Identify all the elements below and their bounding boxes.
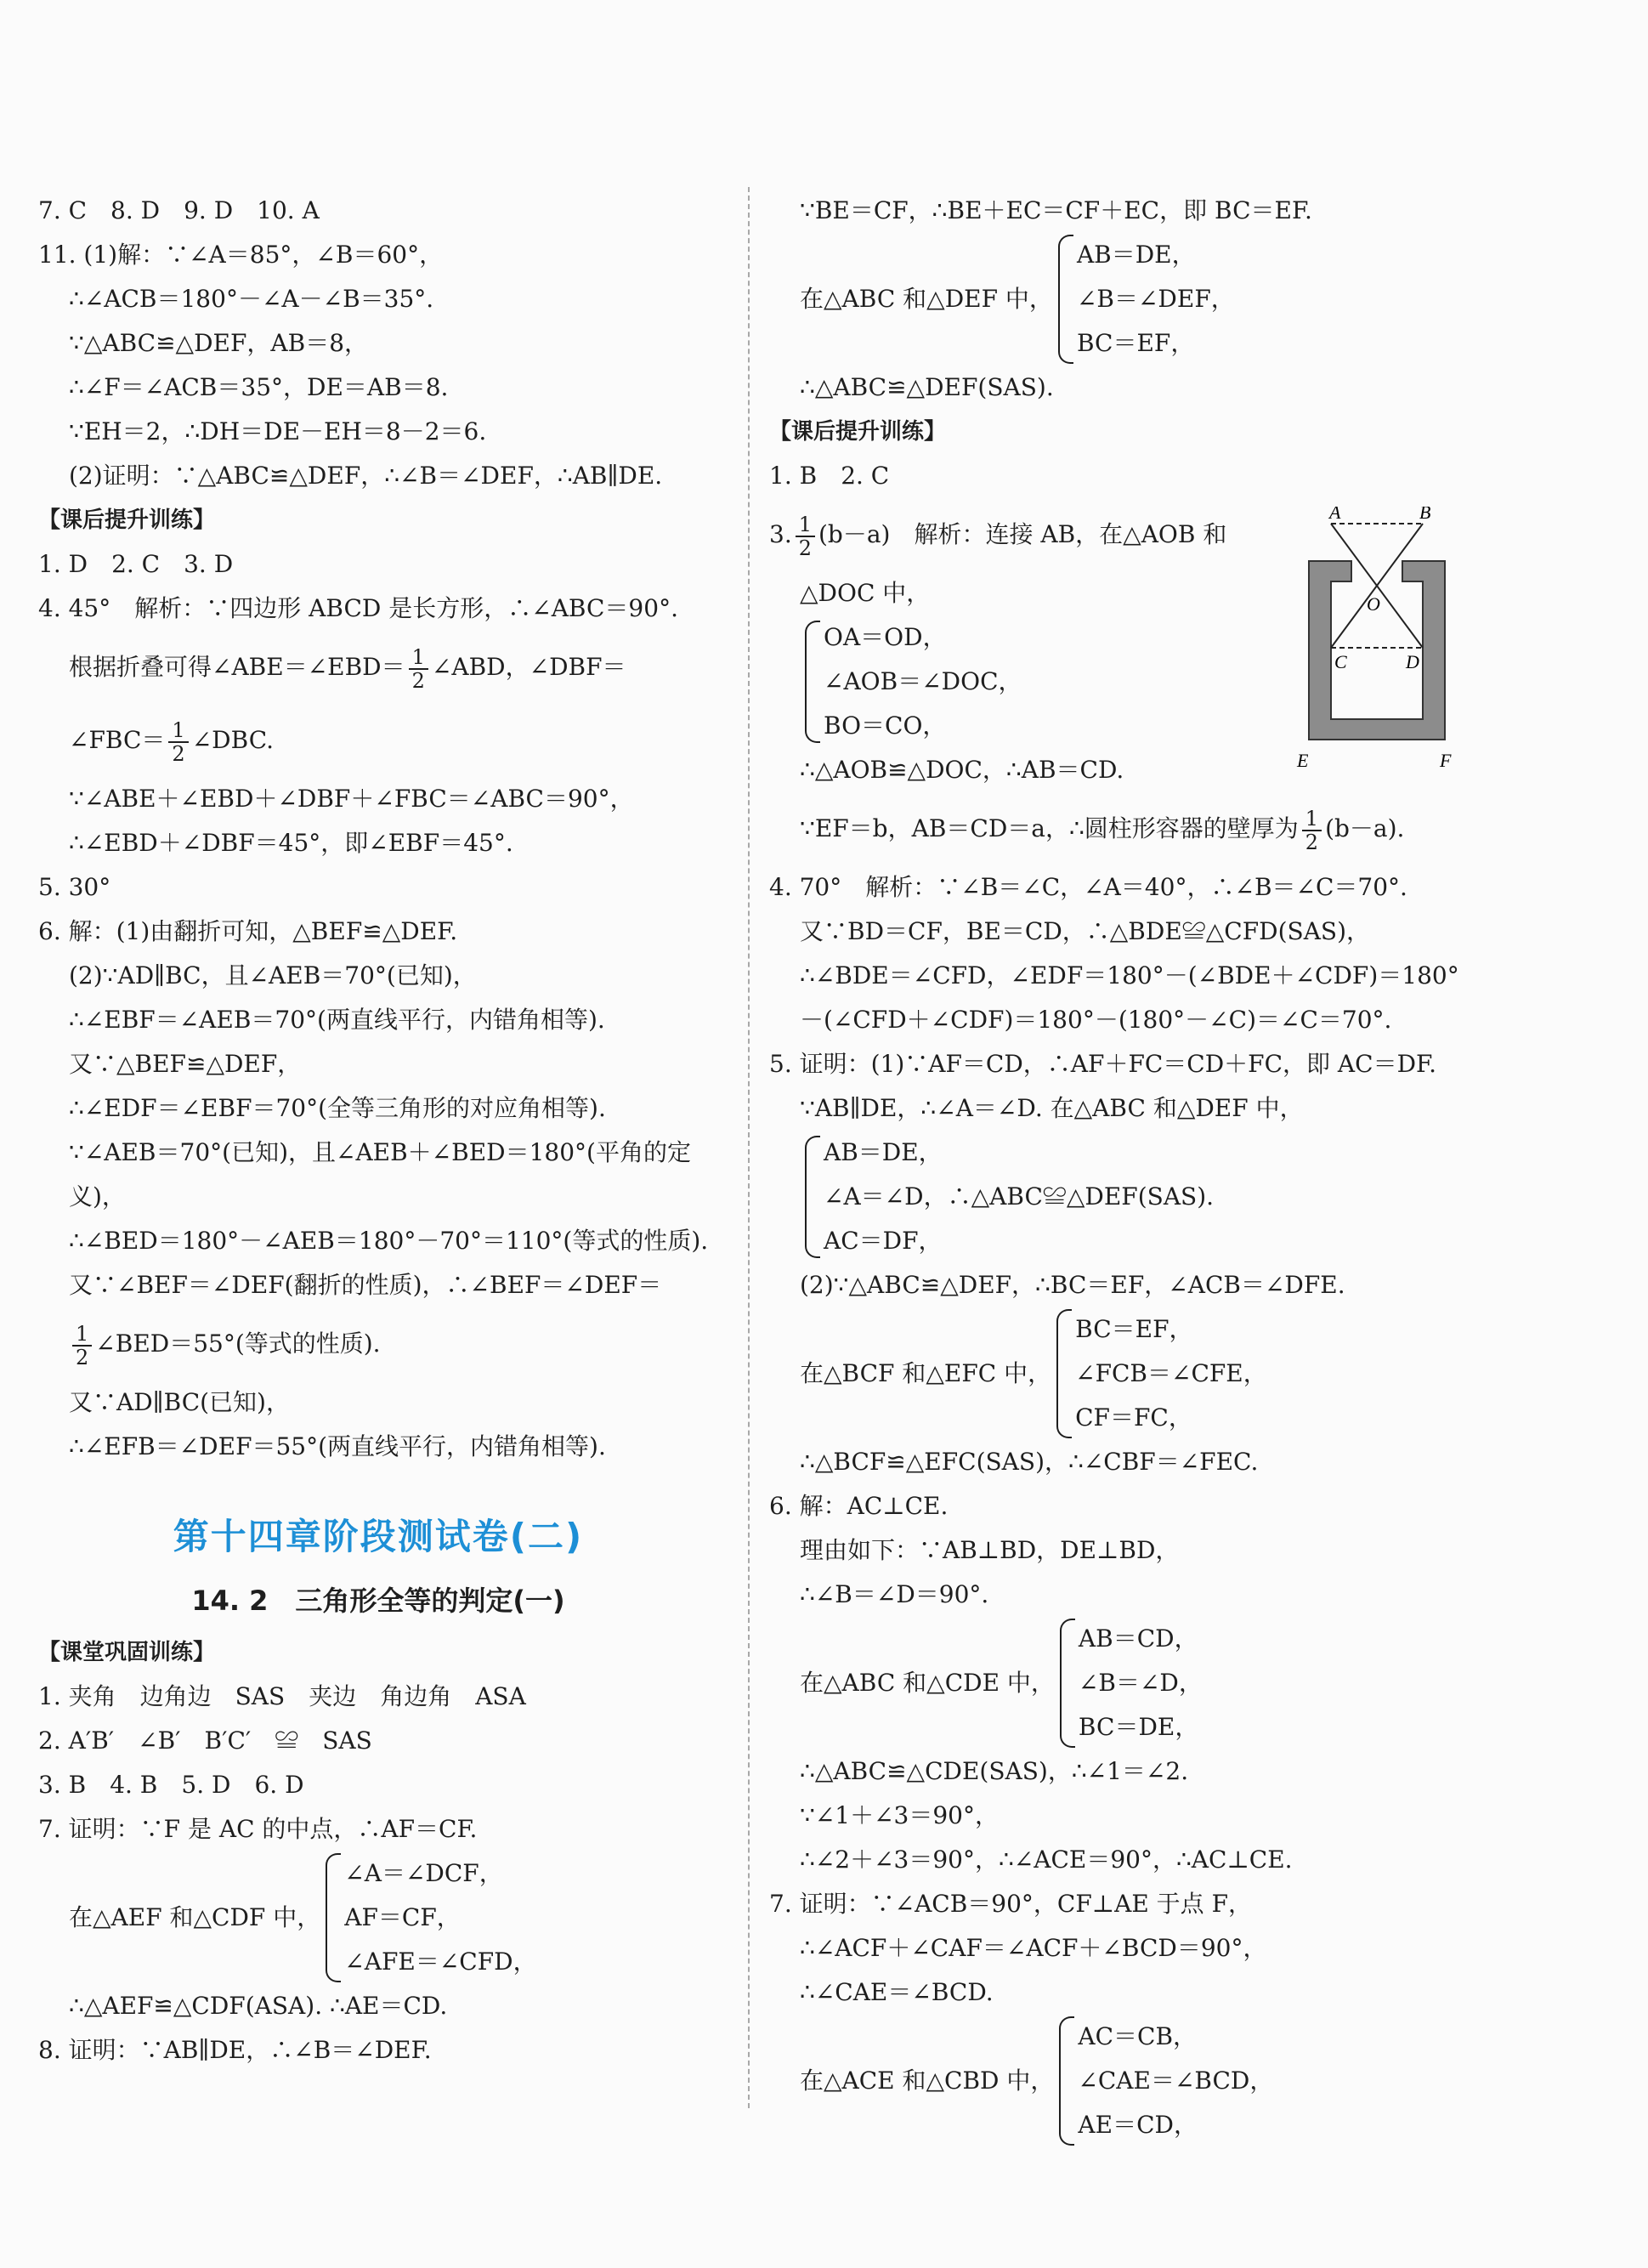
container-cross-section-figure bbox=[1292, 507, 1462, 779]
brace-bracket bbox=[1059, 2016, 1074, 2146]
brace-conditions bbox=[824, 615, 1022, 748]
text-line bbox=[769, 792, 1466, 865]
brace-conditions bbox=[1079, 1617, 1203, 1749]
text-line: (2)∵AD∥BC，且∠AEB＝70°(已知)， bbox=[69, 961, 477, 989]
text-line: 1. D 2. C 3. D bbox=[38, 550, 234, 578]
text-line: ∴∠F＝∠ACB＝35°，DE＝AB＝8. bbox=[69, 373, 449, 401]
text-line: 又∵∠BEF＝∠DEF(翻折的性质)，∴∠BEF＝∠DEF＝ bbox=[69, 1271, 662, 1299]
condition: AC＝DF， bbox=[824, 1227, 943, 1255]
text-line: 6. 解：AC⊥CE. bbox=[769, 1492, 949, 1520]
fraction-denominator: 2 bbox=[798, 536, 812, 560]
condition: ∠B＝∠DEF， bbox=[1076, 285, 1235, 313]
text-line: 又∵△BEF≌△DEF， bbox=[69, 1050, 302, 1078]
text-line bbox=[38, 704, 718, 777]
brace-lead: 在△ACE 和△CBD 中， bbox=[800, 2067, 1055, 2095]
fraction bbox=[72, 1323, 92, 1369]
section-heading: 【课后提升训练】 bbox=[38, 507, 216, 533]
fraction-denominator: 2 bbox=[411, 668, 425, 693]
condition: ∠FCB＝∠CFE， bbox=[1075, 1359, 1267, 1387]
brace-system bbox=[769, 1617, 1466, 1749]
text-segment: ∠ABD，∠DBF＝ bbox=[431, 653, 626, 681]
text-line: ∵∠AEB＝70°(已知)，且∠AEB＋∠BED＝180°(平角的定 bbox=[69, 1138, 691, 1166]
text-line: ∴△AEF≌△CDF(ASA). ∴AE＝CD. bbox=[69, 1992, 448, 2020]
text-line: 7. 证明：∵F 是 AC 的中点，∴AF＝CF. bbox=[38, 1815, 478, 1843]
text-segment: 3. bbox=[769, 520, 792, 548]
fraction bbox=[168, 719, 188, 765]
brace-system bbox=[38, 1851, 718, 1984]
text-segment: ∠BED＝55°(等式的性质). bbox=[95, 1330, 381, 1358]
chapter-title: 第十四章阶段测试卷(二) bbox=[173, 1516, 584, 1557]
brace-conditions bbox=[824, 1131, 1214, 1263]
brace-lead: 在△AEF 和△CDF 中， bbox=[69, 1903, 321, 1931]
brace-conditions bbox=[1078, 2015, 1273, 2147]
text-line: 又∵BD＝CF，BE＝CD，∴△BDE≌△CFD(SAS)， bbox=[800, 917, 1371, 945]
text-line: ∴∠B＝∠D＝90°. bbox=[800, 1580, 989, 1608]
text-line: △DOC 中， bbox=[800, 579, 931, 607]
condition: ∠AOB＝∠DOC， bbox=[824, 667, 1022, 695]
fraction bbox=[1302, 808, 1322, 853]
brace-system bbox=[769, 233, 1466, 366]
text-line: (2)∵△ABC≌△DEF，∴BC＝EF，∠ACB＝∠DFE. bbox=[800, 1271, 1345, 1299]
text-line: ∴∠CAE＝∠BCD. bbox=[800, 1978, 994, 2006]
point-label-O: O bbox=[1367, 593, 1380, 615]
left-column bbox=[38, 189, 718, 2072]
text-line: ∴∠ACF＋∠CAF＝∠ACF＋∠BCD＝90°， bbox=[800, 1934, 1267, 1962]
text-line: 5. 证明：(1)∵AF＝CD，∴AF＋FC＝CD＋FC，即 AC＝DF. bbox=[769, 1050, 1436, 1078]
brace-conditions bbox=[1075, 1307, 1267, 1440]
condition: AB＝DE， bbox=[824, 1138, 943, 1166]
text-line: ∴∠EFB＝∠DEF＝55°(两直线平行，内错角相等). bbox=[69, 1432, 606, 1460]
brace-lead: 在△ABC 和△CDE 中， bbox=[800, 1669, 1055, 1697]
text-line: 4. 45° 解析：∵四边形 ABCD 是长方形，∴∠ABC＝90°. bbox=[38, 594, 678, 622]
condition: BC＝DE， bbox=[1078, 1713, 1199, 1741]
text-line: 6. 解：(1)由翻折可知，△BEF≌△DEF. bbox=[38, 917, 458, 945]
text-line: 8. 证明：∵AB∥DE，∴∠B＝∠DEF. bbox=[38, 2036, 432, 2064]
text-segment: ∠FBC＝ bbox=[69, 726, 166, 754]
text-segment: (b－a) 解析：连接 AB，在△AOB 和 bbox=[818, 520, 1227, 548]
text-line: 1. B 2. C bbox=[769, 462, 890, 490]
text-line: ∴∠EBD＋∠DBF＝45°，即∠EBF＝45°. bbox=[69, 829, 513, 857]
brace-conditions bbox=[344, 1851, 536, 1984]
condition: AE＝CD， bbox=[1078, 2111, 1198, 2139]
fraction-denominator: 2 bbox=[1305, 830, 1319, 854]
point-label-D: D bbox=[1406, 651, 1419, 672]
condition: BO＝CO， bbox=[824, 712, 947, 740]
condition: ∠B＝∠D， bbox=[1078, 1669, 1203, 1697]
text-line: ∴△AOB≌△DOC，∴AB＝CD. bbox=[800, 756, 1124, 784]
text-line: ∴△ABC≌△CDE(SAS)，∴∠1＝∠2. bbox=[800, 1757, 1189, 1785]
container-wall bbox=[1309, 561, 1445, 740]
text-segment: 根据折叠可得∠ABE＝∠EBD＝ bbox=[69, 653, 405, 681]
point-label-E: E bbox=[1297, 750, 1309, 771]
brace-lead: 在△ABC 和△DEF 中， bbox=[800, 285, 1053, 313]
fraction bbox=[796, 513, 815, 559]
condition: ∠A＝∠D，∴△ABC≌△DEF(SAS). bbox=[824, 1182, 1215, 1211]
point-label-C: C bbox=[1334, 651, 1347, 672]
brace-bracket bbox=[1060, 1619, 1075, 1748]
brace-system bbox=[769, 1131, 1466, 1263]
fraction-numerator: 1 bbox=[409, 646, 428, 670]
fraction-denominator: 2 bbox=[172, 741, 185, 766]
text-line: 7. C 8. D 9. D 10. A bbox=[38, 196, 320, 224]
column-divider bbox=[748, 187, 750, 2108]
brace-bracket bbox=[805, 1136, 820, 1258]
text-line: ∵BE＝CF，∴BE＋EC＝CF＋EC，即 BC＝EF. bbox=[800, 196, 1312, 224]
text-line: ∵EH＝2，∴DH＝DE－EH＝8－2＝6. bbox=[69, 417, 487, 445]
text-line: 理由如下：∵AB⊥BD，DE⊥BD， bbox=[800, 1536, 1180, 1564]
condition: AC＝CB， bbox=[1078, 2022, 1198, 2050]
text-segment: ∵EF＝b，AB＝CD＝a，∴圆柱形容器的壁厚为 bbox=[800, 814, 1299, 842]
condition: ∠A＝∠DCF， bbox=[344, 1859, 503, 1887]
condition: AF＝CF， bbox=[344, 1903, 461, 1931]
text-line bbox=[38, 1307, 718, 1381]
condition: AB＝DE， bbox=[1076, 241, 1196, 269]
text-line: 7. 证明：∵∠ACB＝90°，CF⊥AE 于点 F， bbox=[769, 1890, 1252, 1918]
section-heading: 【课后提升训练】 bbox=[769, 419, 947, 445]
brace-bracket bbox=[1056, 1309, 1072, 1438]
text-line: 3. B 4. B 5. D 6. D bbox=[38, 1771, 304, 1799]
brace-lead: 在△BCF 和△EFC 中， bbox=[800, 1359, 1052, 1387]
fraction-numerator: 1 bbox=[796, 513, 815, 537]
condition: ∠AFE＝∠CFD， bbox=[344, 1948, 537, 1976]
condition: BC＝EF， bbox=[1075, 1315, 1193, 1343]
text-line: ∵∠ABE＋∠EBD＋∠DBF＋∠FBC＝∠ABC＝90°， bbox=[69, 785, 634, 813]
text-line: 4. 70° 解析：∵∠B＝∠C，∠A＝40°，∴∠B＝∠C＝70°. bbox=[769, 873, 1407, 901]
point-label-A: A bbox=[1329, 507, 1341, 523]
text-line: 5. 30° bbox=[38, 873, 111, 901]
text-line: (2)证明：∵△ABC≌△DEF，∴∠B＝∠DEF，∴AB∥DE. bbox=[69, 462, 663, 490]
brace-bracket bbox=[326, 1853, 341, 1982]
text-segment: (b－a). bbox=[1325, 814, 1405, 842]
fraction-numerator: 1 bbox=[1302, 808, 1322, 831]
right-column bbox=[769, 189, 1466, 2147]
brace-system bbox=[769, 1307, 1466, 1440]
fraction-numerator: 1 bbox=[168, 719, 188, 743]
text-line: 1. 夹角 边角边 SAS 夹边 角边角 ASA bbox=[38, 1682, 526, 1710]
condition: ∠CAE＝∠BCD， bbox=[1078, 2067, 1274, 2095]
text-line: ∵AB∥DE，∴∠A＝∠D. 在△ABC 和△DEF 中， bbox=[800, 1094, 1304, 1122]
text-line: 11. (1)解：∵∠A＝85°，∠B＝60°， bbox=[38, 241, 444, 269]
text-line: －(∠CFD＋∠CDF)＝180°－(180°－∠C)＝∠C＝70°. bbox=[800, 1006, 1392, 1034]
text-line: ∴∠EDF＝∠EBF＝70°(全等三角形的对应角相等). bbox=[69, 1094, 606, 1122]
fraction-numerator: 1 bbox=[72, 1323, 92, 1347]
brace-conditions bbox=[1077, 233, 1235, 366]
text-line: ∴∠BED＝180°－∠AEB＝180°－70°＝110°(等式的性质). bbox=[69, 1227, 709, 1255]
section-title: 14. 2 三角形全等的判定(一) bbox=[191, 1585, 565, 1617]
point-label-F: F bbox=[1440, 750, 1452, 771]
brace-system bbox=[769, 2015, 1466, 2147]
text-line: ∴∠BDE＝∠CFD，∠EDF＝180°－(∠BDE＋∠CDF)＝180° bbox=[800, 961, 1459, 989]
condition: OA＝OD， bbox=[824, 623, 947, 651]
condition: BC＝EF， bbox=[1076, 329, 1195, 357]
text-line: ∴∠2＋∠3＝90°，∴∠ACE＝90°，∴AC⊥CE. bbox=[800, 1846, 1293, 1874]
text-line: ∴∠EBF＝∠AEB＝70°(两直线平行，内错角相等). bbox=[69, 1006, 605, 1034]
text-line: ∵△ABC≌△DEF，AB＝8， bbox=[69, 329, 369, 357]
condition: CF＝FC， bbox=[1075, 1403, 1192, 1432]
text-line: 义)， bbox=[69, 1182, 126, 1211]
fraction bbox=[409, 646, 428, 692]
brace-bracket bbox=[805, 621, 820, 743]
text-line: ∴△BCF≌△EFC(SAS)，∴∠CBF＝∠FEC. bbox=[800, 1448, 1259, 1476]
section-heading: 【课堂巩固训练】 bbox=[38, 1640, 216, 1665]
brace-bracket bbox=[1058, 235, 1073, 364]
text-segment: ∠DBC. bbox=[191, 726, 275, 754]
condition: AB＝CD， bbox=[1078, 1624, 1198, 1653]
fraction-denominator: 2 bbox=[76, 1345, 89, 1369]
text-line: ∴△ABC≌△DEF(SAS). bbox=[800, 373, 1054, 401]
text-line: ∵∠1＋∠3＝90°， bbox=[800, 1801, 999, 1829]
point-label-B: B bbox=[1419, 507, 1431, 523]
text-line: ∴∠ACB＝180°－∠A－∠B＝35°. bbox=[69, 285, 434, 313]
text-line: 又∵AD∥BC(已知)， bbox=[69, 1388, 290, 1416]
text-line: 2. A′B′ ∠B′ B′C′ ≌ SAS bbox=[38, 1727, 372, 1755]
text-line bbox=[38, 631, 718, 704]
